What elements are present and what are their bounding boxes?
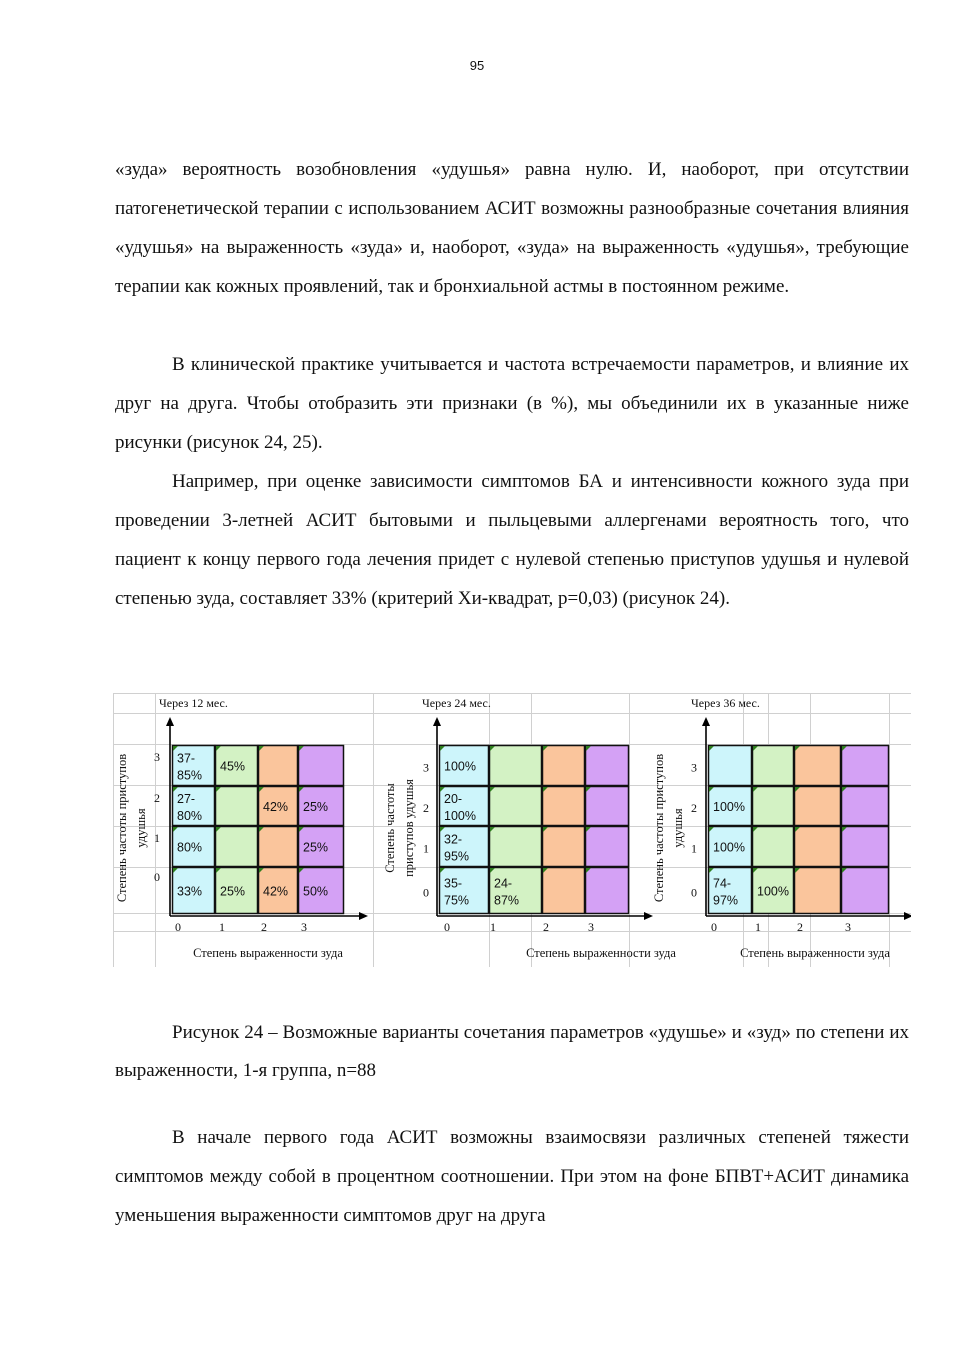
cell-value-label: 25%: [220, 884, 246, 899]
cell-value-label: 80%: [177, 840, 203, 855]
figure-24: [113, 693, 911, 967]
x-tick-label: 0: [175, 920, 181, 934]
cell-value-label: 87%: [494, 893, 520, 908]
x-axis-label: Степень выраженности зуда: [740, 946, 890, 960]
y-tick-label: 0: [691, 885, 697, 900]
y-axis-label: Степень частоты приступов: [651, 753, 666, 903]
panel-title: Через 36 мес.: [691, 696, 760, 710]
x-tick-label: 1: [755, 920, 761, 934]
x-axis-label: Степень выраженности зуда: [193, 946, 343, 960]
heatmap-column-2: [542, 745, 585, 914]
x-tick-label: 2: [543, 920, 549, 934]
heatmap-panel-3: [652, 696, 911, 960]
paragraph-1: «зуда» вероятность возобновления «удушья» равна нулю. И, наоборот, при отсутствии патогенетической терапии с использованием АСИТ возможны разнообразные сочетания влияния «удушья» на выраженность «зуда» и, наоборот, «зуда» на выраженность «удушья», требующие терапии как кожных проявлений, так и бронхиальной астмы в постоянном режиме.: [115, 159, 909, 297]
x-tick-label: 3: [845, 920, 851, 934]
cell-value-label: 74-: [713, 876, 732, 891]
x-tick-label: 0: [444, 920, 450, 934]
cell-value-label: 97%: [713, 893, 739, 908]
cell-value-label: 100%: [713, 840, 745, 855]
y-tick-label: 2: [154, 791, 160, 805]
cell-value-label: 25%: [303, 840, 329, 855]
cell-value-label: 85%: [177, 768, 203, 783]
cell-value-label: 75%: [444, 893, 470, 908]
y-tick-label: 3: [423, 760, 429, 775]
y-tick-label: 3: [691, 760, 697, 775]
figure-24-chart: [113, 693, 911, 967]
y-axis-arrow: [433, 717, 441, 726]
cell-value-label: 35-: [444, 876, 463, 891]
cell-value-label: 33%: [177, 884, 203, 899]
y-tick-label: 0: [423, 885, 429, 900]
cell-value-label: 32-: [444, 832, 463, 847]
cell-value-label: 80%: [177, 809, 203, 823]
cell-value-label: 27-: [177, 792, 196, 806]
y-axis-arrow: [702, 717, 710, 726]
x-tick-label: 2: [797, 920, 803, 934]
x-axis-label: Степень выраженности зуда: [526, 946, 676, 960]
y-tick-label: 1: [154, 831, 160, 845]
y-tick-label: 3: [154, 750, 160, 764]
cell-value-label: 95%: [444, 849, 470, 864]
y-axis-label: удушья: [670, 808, 685, 848]
x-tick-label: 1: [219, 920, 225, 934]
x-tick-label: 1: [490, 920, 496, 934]
y-axis-label: Степень частоты: [382, 783, 397, 873]
page-number: 95: [469, 58, 485, 73]
x-tick-label: 2: [261, 920, 267, 934]
y-tick-label: 2: [691, 801, 697, 815]
y-axis-arrow: [166, 717, 174, 726]
cell-value-label: 100%: [444, 759, 476, 774]
y-tick-label: 1: [423, 841, 429, 856]
paragraph-2: В клинической практике учитывается и частота встречаемости параметров, и влияние их друг на друга. Чтобы отобразить эти признаки (в %), мы объединили их в указанные ниже рисунки (рисунок 24, 25).: [115, 354, 909, 453]
cell-value-label: 25%: [303, 800, 329, 814]
x-tick-label: 0: [711, 920, 717, 934]
y-tick-label: 0: [154, 870, 160, 884]
panel-title: Через 12 мес.: [159, 696, 228, 710]
cell-value-label: 100%: [713, 800, 745, 814]
cell-value-label: 42%: [263, 884, 289, 899]
x-tick-label: 3: [588, 920, 594, 934]
y-axis-label: приступов удушья: [401, 779, 416, 877]
cell-value-label: 37-: [177, 751, 196, 766]
cell-value-label: 45%: [220, 759, 246, 774]
figure-caption: Рисунок 24 – Возможные варианты сочетания параметров «удушье» и «зуд» по степени их выраженности, 1-я группа, n=88: [115, 1022, 909, 1081]
heatmap-panel-2: [383, 696, 677, 960]
y-axis-label: Степень частоты приступов: [114, 753, 129, 903]
cell-value-label: 20-: [444, 792, 463, 806]
cell-value-label: 100%: [757, 884, 789, 899]
paragraph-4: В начале первого года АСИТ возможны взаимосвязи различных степеней тяжести симптомов между собой в процентном соотношении. При этом на фоне БПВТ+АСИТ динамика уменьшения выраженности симптомов друг на друга: [115, 1127, 909, 1226]
cell-value-label: 24-: [494, 876, 513, 891]
heatmap-panel-1: [115, 696, 368, 960]
y-tick-label: 2: [423, 801, 429, 815]
heatmap-column-3: [585, 745, 629, 914]
y-tick-label: 1: [691, 841, 697, 856]
cell-value-label: 50%: [303, 884, 329, 899]
paragraph-3: Например, при оценке зависимости симптомов БА и интенсивности кожного зуда при проведении 3-летней АСИТ бытовыми и пыльцевыми аллергенами вероятность того, что пациент к концу первого года лечения придет с нулевой степенью приступов удушья и нулевой степенью зуда, составляет 33% (критерий Хи-квадрат, p=0,03) (рисунок 24).: [115, 471, 909, 609]
cell-value-label: 100%: [444, 809, 476, 823]
y-axis-label: удушья: [133, 808, 148, 848]
heatmap-column-3: [841, 745, 889, 914]
cell-value-label: 42%: [263, 800, 289, 814]
x-tick-label: 3: [301, 920, 307, 934]
heatmap-column-2: [794, 745, 841, 914]
panel-title: Через 24 мес.: [422, 696, 491, 710]
